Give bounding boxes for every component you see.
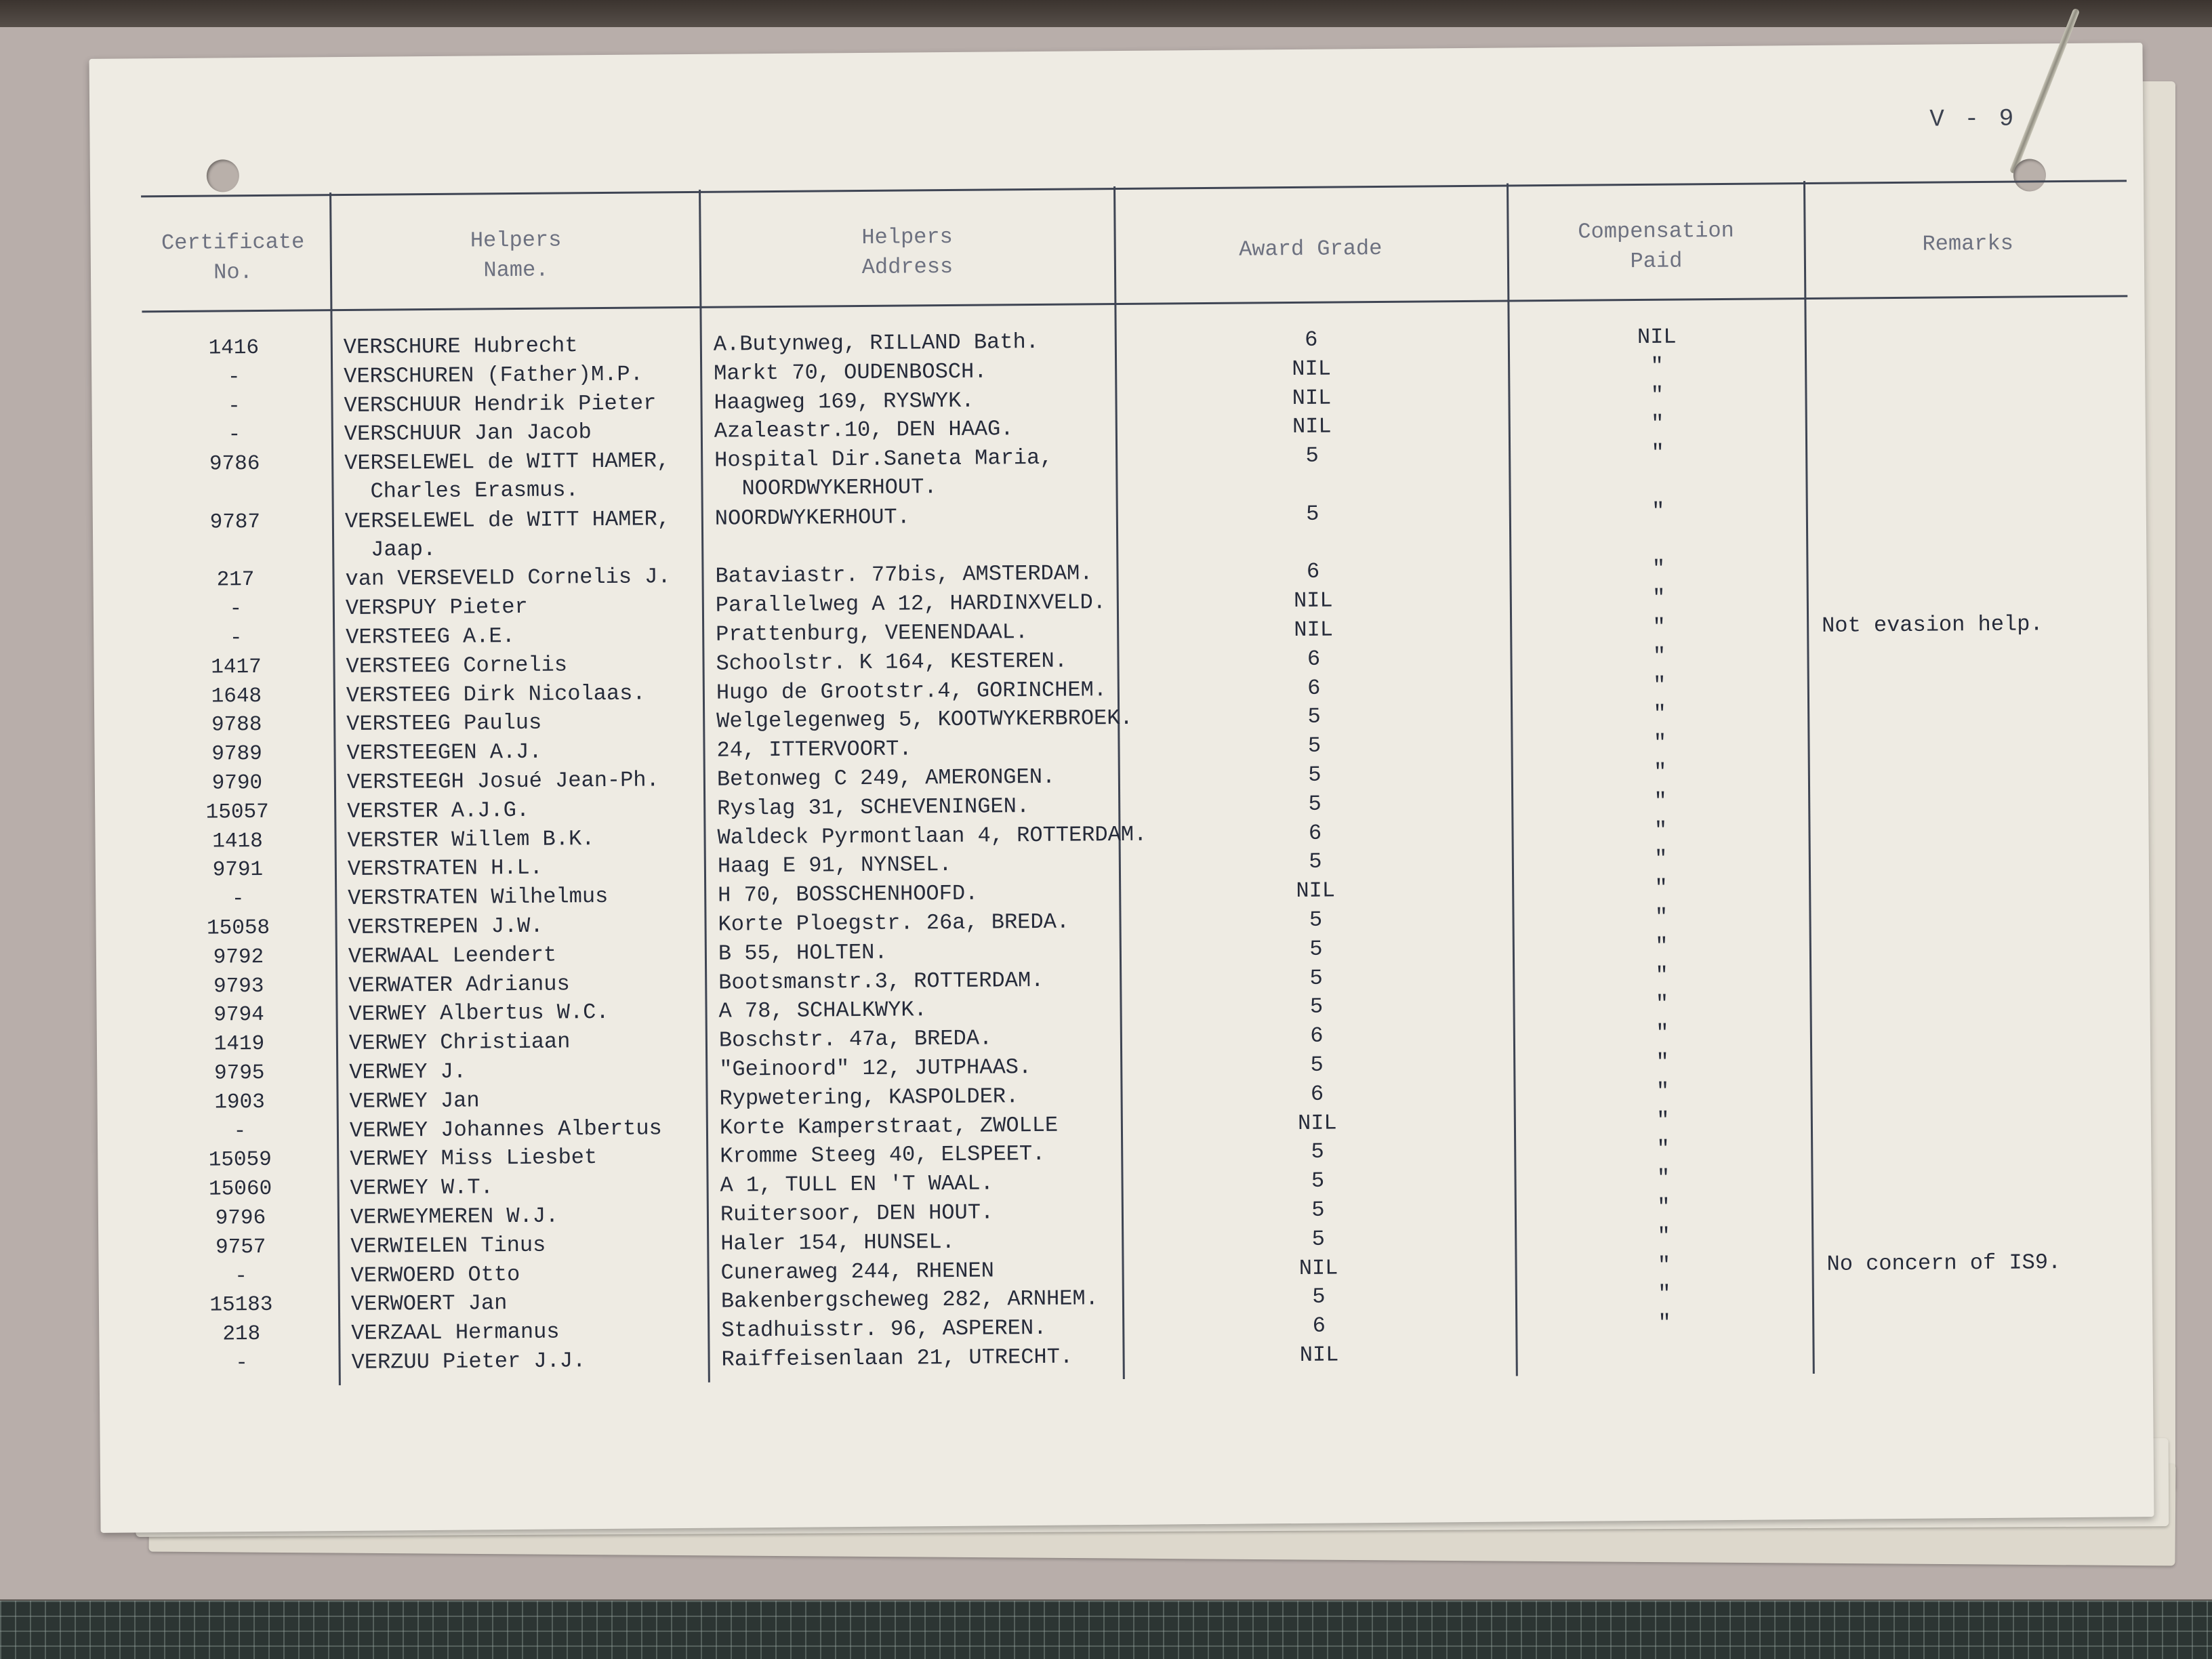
award-grade: 5 <box>1308 762 1322 787</box>
compensation-paid: " <box>1654 846 1668 872</box>
helper-name <box>346 708 699 739</box>
helper-name <box>347 766 699 797</box>
compensation-paid: " <box>1652 556 1666 582</box>
certificate-no: 1419 <box>213 1032 265 1057</box>
helper-address <box>721 1284 1229 1316</box>
punch-hole-left <box>207 159 239 192</box>
award-grade: NIL <box>1292 356 1332 382</box>
header-award-grade: Award Grade <box>1238 235 1382 262</box>
helper-name <box>350 1201 703 1232</box>
helper-address-line: Stadhuisstr. 96, ASPEREN. <box>721 1315 1047 1343</box>
helper-address-line: Ruitersoor, DEN HOUT. <box>720 1200 994 1227</box>
award-grade: 6 <box>1306 559 1320 585</box>
certificate-no: 9794 <box>213 1003 264 1027</box>
helper-name <box>344 417 697 449</box>
compensation-paid: " <box>1657 1252 1671 1278</box>
compensation-paid: " <box>1650 353 1664 379</box>
compensation-paid: " <box>1657 1223 1671 1249</box>
helper-name <box>346 678 699 710</box>
header-remarks: Remarks <box>1922 230 2014 257</box>
helper-name-line: VERWEY Albertus W.C. <box>348 1000 609 1027</box>
helper-address-line: Rypwetering, KASPOLDER. <box>719 1083 1019 1111</box>
certificate-no: - <box>228 394 241 418</box>
helper-address-line: A.Butynweg, RILLAND Bath. <box>713 329 1040 357</box>
certificate-no: 1416 <box>208 335 260 361</box>
helper-address-line: Haag E 91, NYNSEL. <box>717 852 952 880</box>
helper-name-line: VERSTEEG Paulus <box>346 710 542 737</box>
helper-address-line: H 70, BOSSCHENHOOFD. <box>718 880 979 908</box>
compensation-paid: " <box>1656 1136 1670 1162</box>
certificate-no: 9789 <box>211 742 262 766</box>
helper-name <box>351 1346 703 1377</box>
helper-address <box>716 733 1225 765</box>
helper-address <box>719 1052 1227 1084</box>
award-grade: 5 <box>1311 1139 1324 1165</box>
compensation-paid: " <box>1658 1310 1671 1336</box>
helper-address <box>719 1023 1227 1055</box>
helper-name-line: VERSTEEG Dirk Nicolaas. <box>346 680 646 708</box>
helper-address-line: Korte Kamperstraat, ZWOLLE <box>719 1112 1059 1141</box>
helper-address <box>716 588 1224 620</box>
helper-name-line: VERSTER A.J.G. <box>347 797 530 824</box>
compensation-paid: " <box>1652 585 1666 611</box>
helper-name-line: VERWEY J. <box>349 1059 467 1085</box>
helper-address <box>720 1168 1228 1200</box>
award-grade: 6 <box>1305 327 1318 352</box>
compensation-paid: " <box>1655 962 1668 988</box>
helper-address <box>714 356 1222 388</box>
helper-address <box>721 1313 1229 1345</box>
helper-name <box>344 331 696 362</box>
compensation-paid: " <box>1657 1194 1671 1220</box>
helper-name-line: VERWEY Johannes Albertus <box>349 1115 662 1143</box>
helper-name-line: VERSTREPEN J.W. <box>348 913 544 940</box>
helper-name-line: VERZAAL Hermanus <box>351 1319 560 1347</box>
helper-name <box>346 592 698 623</box>
helper-address-line: Boschstr. 47a, BREDA. <box>718 1025 993 1053</box>
certificate-no: 9792 <box>213 945 264 970</box>
certificate-no: 1648 <box>211 684 262 709</box>
helper-address-line: Ryslag 31, SCHEVENINGEN. <box>717 793 1030 821</box>
certificate-no: 9793 <box>213 974 264 999</box>
compensation-paid: " <box>1650 382 1664 408</box>
helper-address <box>720 1225 1229 1258</box>
compensation-paid: " <box>1656 1020 1669 1046</box>
compensation-paid: " <box>1656 1049 1669 1075</box>
certificate-no: 15183 <box>209 1293 273 1317</box>
helper-name <box>349 1085 701 1116</box>
compensation-paid: " <box>1654 904 1668 930</box>
helper-name <box>350 1230 703 1261</box>
certificate-no: 9757 <box>215 1235 266 1260</box>
award-grade: NIL <box>1293 588 1333 614</box>
compensation-paid: " <box>1655 933 1668 959</box>
helper-name-line: VERWEY Christiaan <box>348 1029 571 1057</box>
helper-address <box>718 964 1227 997</box>
helper-address <box>719 1081 1227 1113</box>
certificate-no: 9787 <box>209 510 261 535</box>
certificate-no: - <box>235 1351 249 1376</box>
helper-address <box>717 791 1225 823</box>
helper-name <box>345 562 697 594</box>
helper-name <box>350 1143 702 1174</box>
compensation-paid: " <box>1651 440 1664 466</box>
helper-address-line: Bataviastr. 77bis, AMSTERDAM. <box>715 560 1093 590</box>
award-grade: 6 <box>1307 646 1321 672</box>
helper-name-line: VERSELEWEL de WITT HAMER, <box>344 506 671 534</box>
helper-address <box>715 558 1223 591</box>
helper-address-line: 24, ITTERVOORT. <box>716 736 912 763</box>
helper-address-line: Parallelweg A 12, HARDINXVELD. <box>715 590 1107 618</box>
remarks: Not evasion help. <box>1822 611 2043 638</box>
helper-name <box>344 360 696 391</box>
helper-name <box>348 853 700 884</box>
helper-name-line: VERSCHUUR Hendrik Pieter <box>344 390 657 418</box>
compensation-paid: " <box>1654 875 1668 901</box>
helper-name <box>346 737 699 768</box>
certificate-no: - <box>228 423 241 447</box>
helper-address <box>716 703 1225 736</box>
certificate-no: 9790 <box>211 771 263 796</box>
award-grade: 5 <box>1309 994 1324 1020</box>
helper-name-line: VERSPUY Pieter <box>345 594 528 621</box>
award-grade: 6 <box>1308 820 1322 846</box>
certificate-no: 9796 <box>215 1206 266 1231</box>
helper-address <box>717 762 1225 794</box>
helper-name <box>345 505 698 565</box>
helper-name-line: VERZUU Pieter J.J. <box>351 1348 586 1375</box>
remarks <box>1820 319 2131 322</box>
helper-address <box>715 501 1223 533</box>
certificate-no: 1903 <box>214 1090 265 1115</box>
award-grade: NIL <box>1294 617 1334 642</box>
award-grade: 5 <box>1307 704 1321 730</box>
helper-name-line: van VERSEVELD Cornelis J. <box>345 564 671 592</box>
helper-name-continuation: Jaap. <box>371 536 436 562</box>
compensation-paid: " <box>1652 614 1666 640</box>
helper-address-continuation: NOORDWYKERHOUT. <box>741 474 937 501</box>
compensation-paid: " <box>1656 1078 1670 1104</box>
certificate-no: 9786 <box>209 452 260 476</box>
helper-name <box>348 911 700 942</box>
award-grade: 6 <box>1307 675 1321 701</box>
award-grade: NIL <box>1292 413 1332 440</box>
helper-name-line: VERSTEEG A.E. <box>346 623 515 650</box>
helper-address <box>720 1197 1229 1229</box>
helper-address-line: "Geinoord" 12, JUTPHAAS. <box>719 1054 1032 1082</box>
award-grade: 5 <box>1309 965 1323 991</box>
certificate-no: 15057 <box>205 800 269 825</box>
cutting-mat <box>0 1601 2212 1659</box>
award-grade: 5 <box>1306 501 1319 527</box>
certificate-no: 218 <box>222 1322 261 1347</box>
helper-name <box>350 1113 702 1145</box>
helper-name <box>348 940 701 971</box>
award-grade: NIL <box>1297 1110 1337 1136</box>
helper-address-line: Haler 154, HUNSEL. <box>720 1229 956 1256</box>
helper-name <box>349 1027 701 1058</box>
helper-address <box>714 443 1223 504</box>
award-grade: NIL <box>1298 1255 1338 1281</box>
helper-address-line: Hugo de Grootstr.4, GORINCHEM. <box>716 676 1107 705</box>
helper-name-line: VERSTEEGEN A.J. <box>346 739 542 766</box>
certificate-no: 9795 <box>213 1061 265 1086</box>
helper-name-line: VERWOERD Otto <box>350 1261 520 1288</box>
helper-name-line: VERSTEEG Cornelis <box>346 652 568 679</box>
certificate-no: - <box>227 365 241 390</box>
certificate-no: 1417 <box>211 655 262 680</box>
award-grade: 6 <box>1310 1081 1324 1107</box>
helper-name-line: VERSTRATEN H.L. <box>347 855 544 882</box>
award-grade: 5 <box>1309 936 1323 962</box>
award-grade: 5 <box>1311 1168 1325 1193</box>
compensation-paid: NIL <box>1637 324 1677 350</box>
page-reference: V - 9 <box>1929 104 2017 134</box>
award-grade: NIL <box>1296 878 1336 904</box>
helper-address <box>718 907 1226 939</box>
certificate-no: 9788 <box>211 713 262 737</box>
helper-address-line: Betonweg C 249, AMERONGEN. <box>716 764 1056 792</box>
certificate-no: 15060 <box>208 1176 272 1202</box>
helper-address-line: Korte Ploegstr. 26a, BREDA. <box>718 909 1070 937</box>
helper-address <box>716 674 1225 707</box>
header-compensation-paid: Compensation Paid <box>1578 218 1734 274</box>
helper-address <box>720 1254 1229 1287</box>
helper-name <box>351 1317 703 1348</box>
helper-name-line: VERWEY Miss Liesbet <box>350 1145 598 1172</box>
award-grade: 5 <box>1312 1284 1326 1310</box>
helper-address-line: A 1, TULL EN 'T WAAL. <box>720 1170 994 1198</box>
helper-address-line: Prattenburg, VEENENDAAL. <box>716 619 1029 647</box>
award-grade: 5 <box>1308 791 1322 817</box>
helper-address <box>720 1139 1228 1171</box>
header-helpers-name: Helpers Name. <box>470 227 562 283</box>
helper-name <box>348 968 701 1000</box>
header-helpers-address: Helpers Address <box>861 224 954 280</box>
award-grade: 6 <box>1312 1313 1326 1338</box>
helper-name <box>350 1172 702 1203</box>
helper-address-line: Raiffeisenlaan 21, UTRECHT. <box>721 1344 1073 1372</box>
compensation-paid: " <box>1653 730 1667 756</box>
table-top-rule <box>141 180 2127 197</box>
helper-name <box>344 389 696 420</box>
helper-address-line: Haagweg 169, RYSWYK. <box>714 388 975 415</box>
helper-address-line: A 78, SCHALKWYK. <box>718 997 927 1025</box>
helper-name-line: VERWATER Adrianus <box>348 970 570 998</box>
compensation-paid: " <box>1654 788 1667 814</box>
helper-address <box>720 1109 1228 1142</box>
compensation-paid: " <box>1653 701 1666 727</box>
helper-name <box>348 998 701 1029</box>
helper-address-line: NOORDWYKERHOUT. <box>714 504 911 531</box>
helper-address-line: Bootsmanstr.3, ROTTERDAM. <box>718 967 1044 996</box>
award-grade: 5 <box>1309 849 1322 875</box>
helper-address-line: B 55, HOLTEN. <box>718 939 888 966</box>
helper-name-line: VERSCHURE Hubrecht <box>343 333 578 360</box>
helper-name <box>347 795 699 826</box>
document-page <box>89 43 2154 1533</box>
helper-address-line: Markt 70, OUDENBOSCH. <box>714 359 987 386</box>
helper-address <box>717 819 1225 852</box>
header-certificate-no: Certificate No. <box>161 229 305 285</box>
compensation-paid: " <box>1655 991 1669 1017</box>
award-grade: 5 <box>1305 443 1319 469</box>
helper-name-continuation: Charles Erasmus. <box>370 477 579 504</box>
helper-name-line: VERWEY W.T. <box>350 1174 493 1202</box>
helper-name <box>346 650 698 681</box>
certificate-no: 15058 <box>206 916 270 941</box>
helper-address <box>714 327 1222 359</box>
table-body <box>91 319 2153 1379</box>
compensation-paid: " <box>1653 672 1666 698</box>
helper-name <box>351 1288 703 1319</box>
helper-address <box>716 617 1224 649</box>
helper-address-line: Kromme Steeg 40, ELSPEET. <box>720 1141 1046 1169</box>
helper-name <box>346 621 698 652</box>
award-grade: 5 <box>1309 907 1323 933</box>
certificate-no: - <box>231 887 245 912</box>
helper-name <box>347 823 699 855</box>
helper-address <box>714 384 1222 417</box>
certificate-no: - <box>234 1264 248 1288</box>
helper-name-line: VERWEYMEREN W.J. <box>350 1203 559 1230</box>
punch-hole-right <box>2013 159 2046 191</box>
certificate-no: 15059 <box>208 1148 272 1172</box>
helper-address <box>718 848 1226 881</box>
helper-address-line: Hospital Dir.Saneta Maria, <box>714 445 1053 473</box>
certificate-no: 9791 <box>212 858 264 882</box>
helper-address-line: Cuneraweg 244, RHENEN <box>720 1258 994 1286</box>
helper-name-line: VERSCHUUR Jan Jacob <box>344 419 592 447</box>
compensation-paid: " <box>1654 817 1668 843</box>
award-grade: 5 <box>1311 1197 1325 1223</box>
helper-address-line: Welgelegenweg 5, KOOTWYKERBROEK. <box>716 705 1133 735</box>
certificate-no: - <box>229 597 243 621</box>
compensation-paid: " <box>1658 1281 1671 1307</box>
award-grade: 5 <box>1307 733 1322 758</box>
helper-address-line: Azaleastr.10, DEN HAAG. <box>714 416 1014 445</box>
award-grade: NIL <box>1292 385 1332 411</box>
helper-name-line: VERWOERT Jan <box>350 1290 508 1317</box>
helper-name-line: VERWEY Jan <box>349 1088 480 1114</box>
helper-address <box>716 646 1224 678</box>
certificate-no: 217 <box>216 568 255 592</box>
certificate-no: - <box>229 626 243 651</box>
award-grade: NIL <box>1299 1342 1339 1368</box>
compensation-paid: " <box>1656 1165 1671 1191</box>
certificate-no: 1418 <box>212 829 263 854</box>
helper-address-line: Schoolstr. K 164, KESTEREN. <box>716 648 1068 676</box>
compensation-paid: " <box>1651 411 1664 437</box>
award-grade: 6 <box>1310 1023 1324 1048</box>
compensation-paid: " <box>1656 1107 1670 1133</box>
remarks: No concern of IS9. <box>1826 1249 2062 1277</box>
helper-address <box>718 936 1227 968</box>
award-grade: 5 <box>1310 1052 1324 1078</box>
compensation-paid: " <box>1652 498 1665 524</box>
helper-name <box>349 1056 701 1087</box>
certificate-no: - <box>233 1119 247 1143</box>
helper-name <box>348 882 700 913</box>
helper-name-line: VERWAAL Leendert <box>348 942 557 969</box>
helper-address-line: Bakenbergscheweg 282, ARNHEM. <box>720 1286 1099 1314</box>
helper-address <box>721 1342 1229 1374</box>
helper-name <box>350 1258 703 1290</box>
compensation-paid: " <box>1652 643 1666 669</box>
helper-address-line: Waldeck Pyrmontlaan 4, ROTTERDAM. <box>717 821 1147 851</box>
compensation-paid: " <box>1654 759 1667 785</box>
helper-name-line: VERSTER Willem B.K. <box>347 825 595 853</box>
helper-name-line: VERSTEEGH Josué Jean-Ph. <box>346 767 659 795</box>
helper-address <box>714 413 1223 446</box>
helper-name-line: VERSTRATEN Wilhelmus <box>348 884 609 912</box>
helper-name-line: VERSELEWEL de WITT HAMER, <box>344 448 670 476</box>
helper-name-line: VERWIELEN Tinus <box>350 1232 546 1259</box>
helper-name-line: VERSCHUREN (Father)M.P. <box>344 361 643 389</box>
award-grade: 5 <box>1311 1226 1325 1252</box>
helper-address <box>718 994 1227 1026</box>
helper-address <box>718 878 1226 910</box>
helper-name <box>344 447 697 506</box>
